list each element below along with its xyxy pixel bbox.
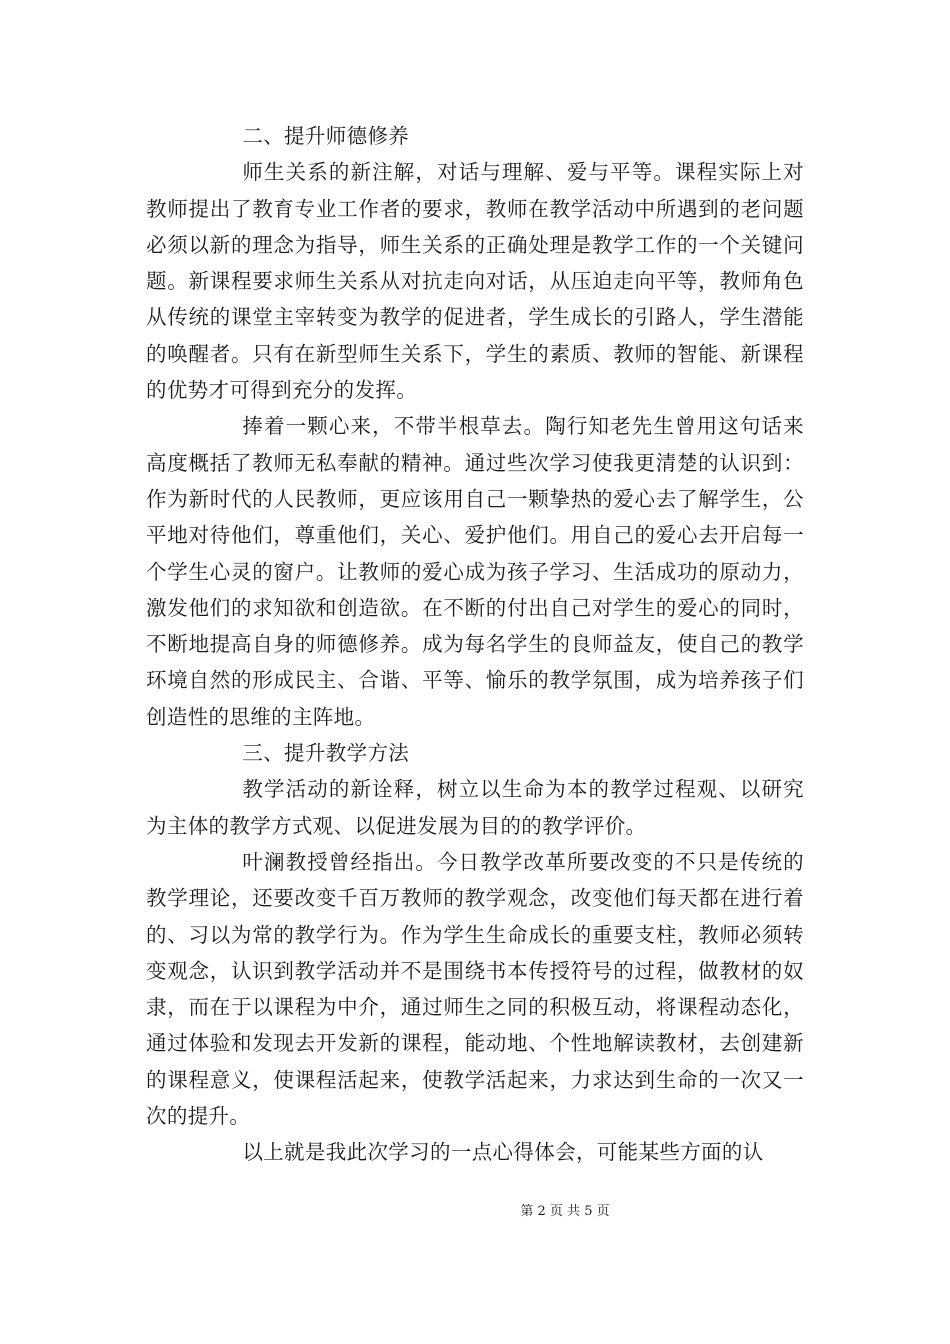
paragraph-4: 叶澜教授曾经指出。今日教学改革所要改变的不只是传统的教学理论，还要改变千百万教师的教学观念，改变他们每天都在进行着的、习以为常的教学行为。作为学生生命成长的重要支柱，教师必须转变观念，认识到教学活动并不是围绕书本传授符号的过程，做教材的奴隶，而在于以课程为中介，通过师生之同的积极互动，将课程动态化，通过体验和发现去开发新的课程，能动地、个性地解读教材，去创建新的课程意义，使课程活起来，使教学活起来，力求达到生命的一次又一次的提升。	[146, 849, 804, 1129]
paragraph-1: 师生关系的新注解，对话与理解、爱与平等。课程实际上对教师提出了教育专业工作者的要求，教师在教学活动中所遇到的老问题必须以新的理念为指导，师生关系的正确处理是教学工作的一个关键问题。新课程要求师生关系从对抗走向对话，从压迫走向平等，教师角色从传统的课堂主宰转变为教学的促进者，学生成长的引路人，学生潜能的唤醒者。只有在新型师生关系下，学生的素质、教师的智能、新课程的优势才可得到充分的发挥。	[146, 160, 804, 403]
document-body	[146, 118, 804, 1171]
paragraph-3: 教学活动的新诠释，树立以生命为本的教学过程观、以研究为主体的教学方式观、以促进发展为目的的教学评价。	[146, 777, 804, 838]
section-heading-2: 二、提升师德修养	[242, 124, 410, 148]
page-number-footer: 第 2 页 共 5 页	[520, 1204, 610, 1219]
section-heading-3: 三、提升教学方法	[242, 741, 410, 766]
paragraph-5: 以上就是我此次学习的一点心得体会，可能某些方面的认	[242, 1140, 764, 1165]
paragraph-2: 捧着一颗心来，不带半根草去。陶行知老先生曾用这句话来高度概括了教师无私奉献的精神。通过些次学习使我更清楚的认识到：作为新时代的人民教师，更应该用自己一颗挚热的爱心去了解学生，公平地对待他们，尊重他们，关心、爱护他们。用自己的爱心去开启每一个学生心灵的窗户。让教师的爱心成为孩子学习、生活成功的原动力，激发他们的求知欲和创造欲。在不断的付出自己对学生的爱心的同时，不断地提高自身的师德修养。成为每名学生的良师益友，使自己的教学环境自然的形成民主、合谐、平等、愉乐的教学氛围，成为培养孩子们创造性的思维的主阵地。	[146, 414, 804, 729]
